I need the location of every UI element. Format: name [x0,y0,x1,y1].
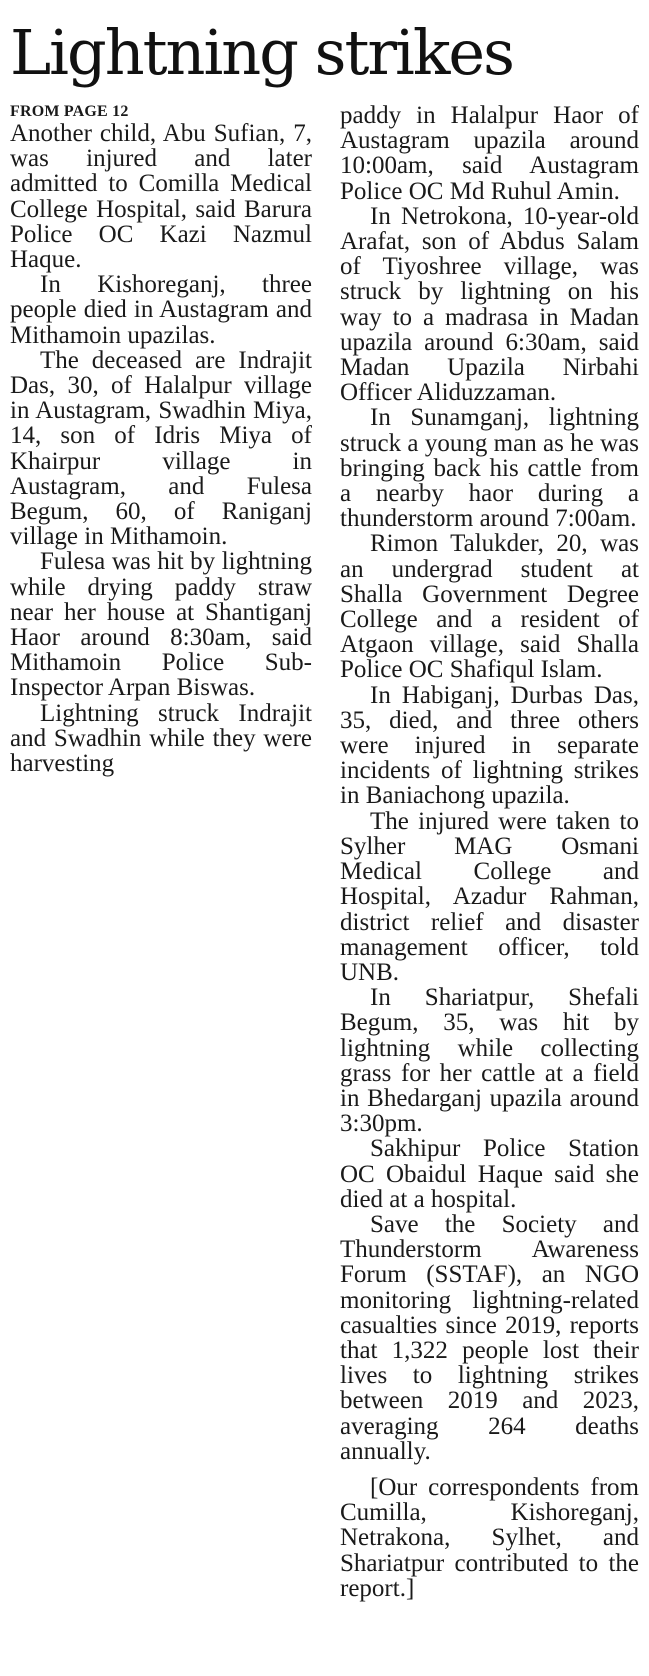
headline: Lightning strikes [10,16,513,89]
article-paragraph: Sakhipur Police Station OC Obaidul Haque said she died at a hospital. [340,1135,639,1213]
article-paragraph: In Shariatpur, Shefali Begum, 35, was hit by lightning while collecting grass for her cattle at a field in Bhedarganj upazila around 3:30pm. [340,984,639,1138]
article-paragraph: The injured were taken to Sylher MAG Osmani Medical College and Hospital, Azadur Rahman, district relief and disaster management officer, told UNB. [340,807,639,986]
article-paragraph: The deceased are Indrajit Das, 30, of Halalpur village in Austagram, Swadhin Miya, 14, son of Idris Miya of Khairpur village in Austagram, and Fulesa Begum, 60, of Raniganj village in Mithamoin. [10,346,312,551]
article-paragraph: In Habiganj, Durbas Das, 35, died, and three others were injured in separate incidents of lightning strikes in Baniachong upazila. [340,681,639,810]
article-paragraph: Rimon Talukder, 20, was an undergrad student at Shalla Government Degree College and a resident of Atgaon village, said Shalla Police OC Shafiqul Islam. [340,530,639,684]
contributors-note: [Our correspondents from Cumilla, Kishoreganj, Netrakona, Sylhet, and Shariatpur contributed to the report.] [340,1473,639,1602]
article-paragraph: In Sunamganj, lightning struck a young man as he was bringing back his cattle from a nearby haor during a thunderstorm around 7:00am. [340,404,639,533]
article-paragraph: Save the Society and Thunderstorm Awareness Forum (SSTAF), an NGO monitoring lightning-related casualties since 2019, reports that 1,322 people lost their lives to lightning strikes between 2019 and 2023, averaging 264 deaths annually. [340,1210,639,1465]
article-paragraph: paddy in Halalpur Haor of Austagram upazila around 10:00am, said Austagram Police OC Md Ruhul Amin. [340,102,639,205]
article-paragraph: In Netrokona, 10-year-old Arafat, son of Abdus Salam of Tiyoshree village, was struck by lightning on his way to a madrasa in Madan upazila around 6:30am, said Madan Upazila Nirbahi Officer Aliduzzaman. [340,202,639,407]
article-paragraph: Fulesa was hit by lightning while drying paddy straw near her house at Shantiganj Haor around 8:30am, said Mithamoin Police Sub-Inspector Arpan Biswas. [10,548,312,702]
article-column-left [10,103,312,776]
article-paragraph: Another child, Abu Sufian, 7, was injured and later admitted to Comilla Medical College Hospital, said Barura Police OC Kazi Nazmul Haque. [10,120,312,274]
article-column-right [340,103,639,1601]
article-paragraph: In Kishoreganj, three people died in Austagram and Mithamoin upazilas. [10,271,312,349]
continued-from-kicker: FROM PAGE 12 [10,103,129,120]
article-paragraph: Lightning struck Indrajit and Swadhin while they were harvesting [10,699,312,778]
